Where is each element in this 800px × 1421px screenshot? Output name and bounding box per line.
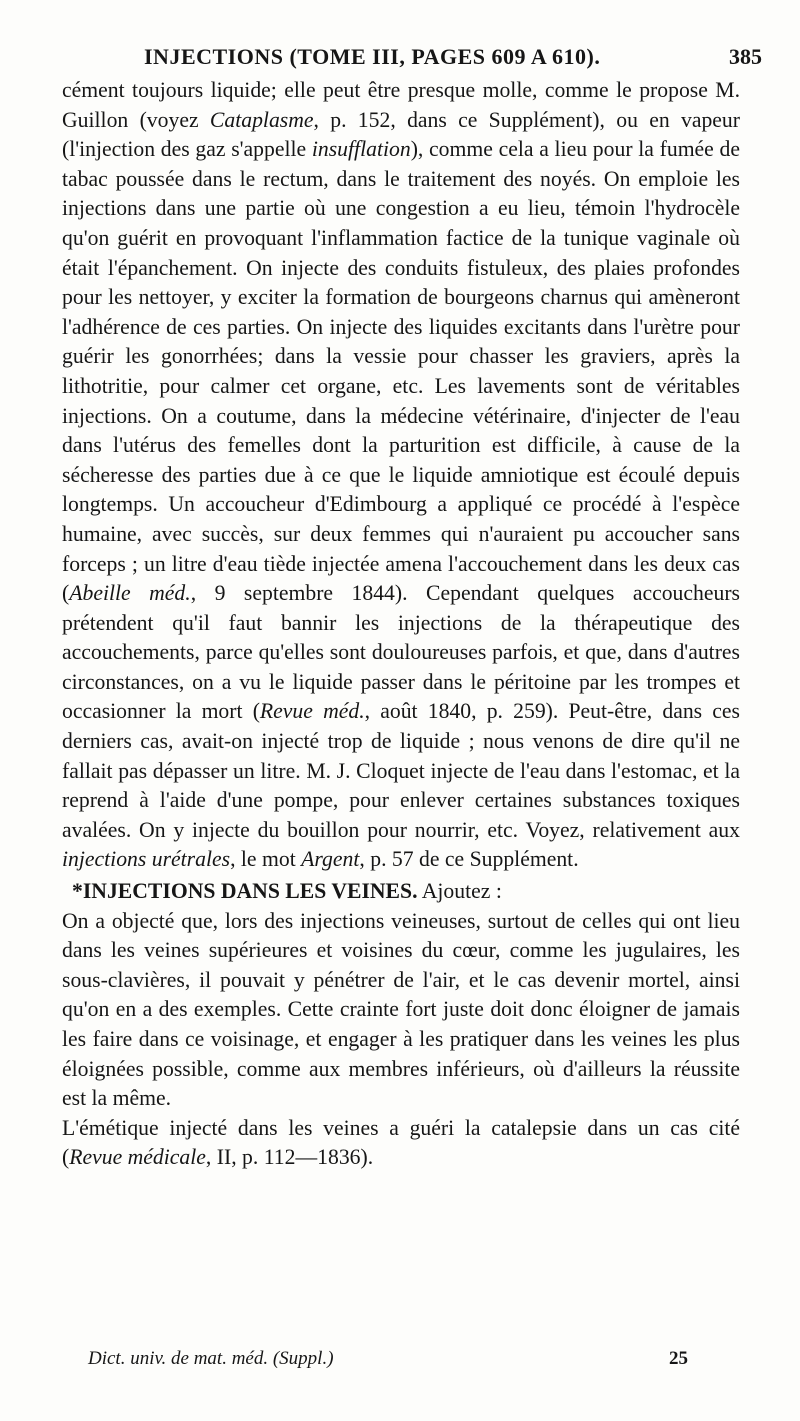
- italic-reference: Revue méd.: [259, 699, 365, 724]
- text-run: cément toujours liquide; elle peut être presque molle, comme le propose M. Guillon (voyez: [62, 78, 740, 132]
- italic-reference: Cataplasme: [209, 107, 314, 132]
- text-run: On a objecté que, lors des injections veineuses, surtout de celles qui ont lieu dans les veines supérieures et voisines du cœur, comme les jugulaires, les sous-clavières, il pouvait y pénétrer de l'air, et le cas devenir mortel, ainsi qu'on en a des exemples. Cette crainte fort juste doit donc éloigner de jamais les faire dans ce voisinage, et engager à les pratiquer dans les veines les plus éloignées possible, comme aux membres inférieurs, où d'ailleurs la réussite est la même.: [62, 908, 740, 1111]
- italic-reference: injections urétrales: [62, 847, 231, 872]
- italic-reference: Argent: [301, 847, 360, 872]
- italic-reference: Revue médicale: [69, 1145, 206, 1170]
- paragraph-veins: [62, 907, 740, 1114]
- text-run: ), comme cela a lieu pour la fumée de tabac poussée dans le rectum, dans le traitement des noyés. On emploie les injections dans une partie où une congestion a eu lieu, témoin l'hydrocèle qu'on guérit en provoquant l'inflammation factice de la tunique vaginale où était l'épanchement. On injecte des conduits fistuleux, des plaies profondes pour les nettoyer, y exciter la formation de bourgeons charnus qui amèneront l'adhérence de ces parties. On injecte des liquides excitants dans l'urètre pour guérir les gonorrhées; dans la vessie pour chasser les graviers, après la lithotritie, pour calmer cet organe, etc. Les lavements sont de véritables injections. On a coutume, dans la médecine vétérinaire, d'injecter de l'eau dans l'utérus des femelles dont la parturition est difficile, à cause de la sécheresse des parties due à ce que le liquide amniotique est écoulé depuis longtemps. Un accoucheur d'Edimbourg a appliqué ce procédé à l'espèce humaine, avec succès, sur deux femmes qui n'auraient pu accoucher sans forceps ; un litre d'eau tiède injectée amena l'accouchement dans les deux cas (: [62, 137, 740, 606]
- signature-number: 25: [669, 1348, 688, 1369]
- page-number: 385: [729, 44, 762, 69]
- footer-signature: Dict. univ. de mat. méd. (Suppl.): [88, 1348, 334, 1369]
- page-body: [62, 76, 740, 1173]
- section-heading: *INJECTIONS DANS LES VEINES.: [72, 879, 418, 904]
- paragraph-continued: [62, 76, 740, 875]
- text-run: , p. 57 de ce Supplément.: [359, 847, 579, 872]
- section-heading-line: [62, 877, 740, 907]
- running-header: [62, 44, 762, 74]
- italic-reference: Abeille méd.: [69, 581, 191, 606]
- page-footer: [88, 1348, 688, 1378]
- paragraph-emetic: [62, 1114, 740, 1173]
- text-run: , II, p. 112—1836).: [205, 1145, 374, 1170]
- text-run: , p. 152, dans ce Supplément), ou en vapeur (l'injection des gaz s'appelle: [62, 107, 741, 162]
- running-title: INJECTIONS (TOME III, PAGES 609 A 610).: [144, 44, 601, 69]
- text-run: , 9 septembre 1844). Cependant quelques accoucheurs prétendent qu'il faut bannir les injections de la thérapeutique des accouchements, parce qu'elles sont douloureuses parfois, et que, dans d'autres circonstances, on a vu le liquide passer dans le péritoine par les trompes et occasionner la mort (: [62, 581, 740, 724]
- section-heading-suffix: Ajoutez :: [417, 879, 502, 904]
- text-run: , le mot: [230, 847, 302, 872]
- text-run: L'émétique injecté dans les veines a guéri la catalepsie dans un cas cité (: [62, 1115, 740, 1170]
- text-run: , août 1840, p. 259). Peut-être, dans ces derniers cas, avait-on injecté trop de liquide ; nous venons de dire qu'il ne fallait pas dépasser un litre. M. J. Cloquet injecte de l'eau dans l'estomac, et la reprend à l'aide d'une pompe, pour enlever certaines substances toxiques avalées. On y injecte du bouillon pour nourrir, etc. Voyez, relativement aux: [62, 699, 740, 842]
- italic-reference: insufflation: [311, 137, 411, 162]
